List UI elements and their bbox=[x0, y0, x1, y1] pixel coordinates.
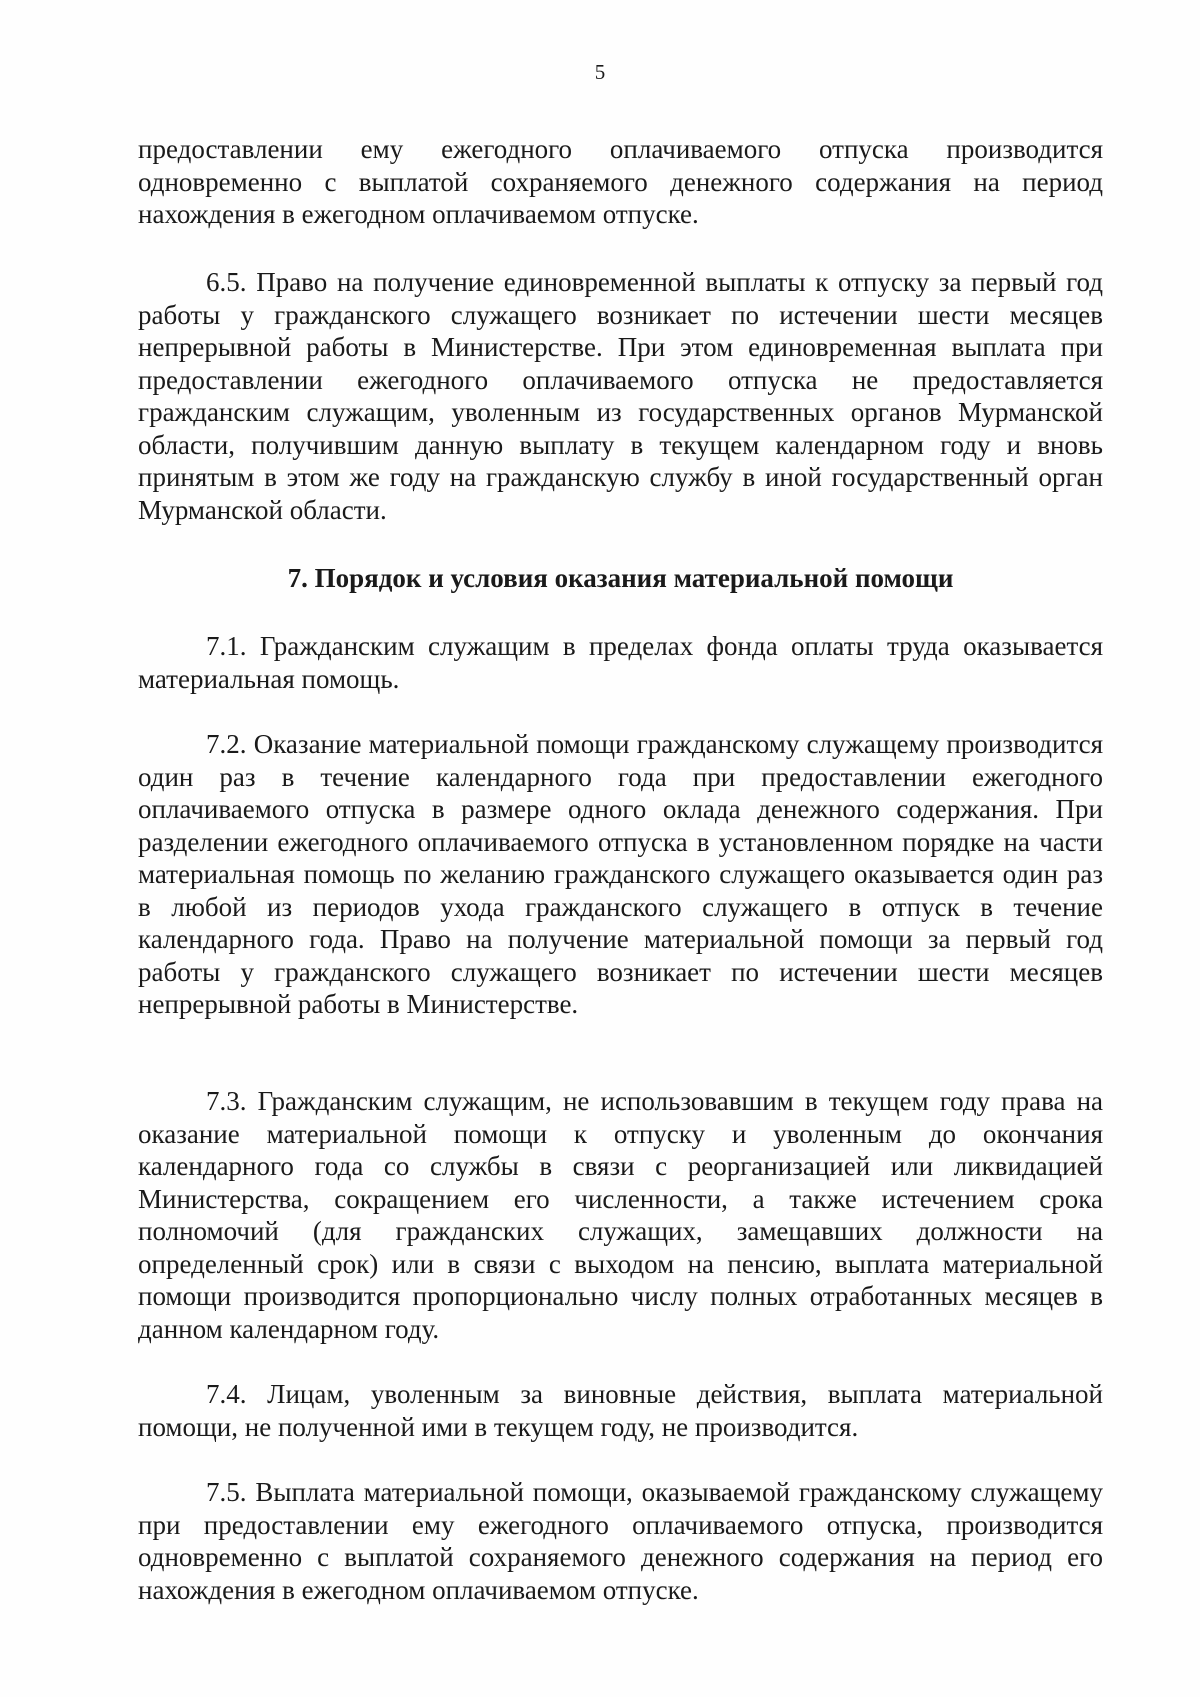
continuation-paragraph: предоставлении ему ежегодного оплачиваемого отпуска производится одновременно с выплатой сохраняемого денежного содержания на период нахождения в ежегодном оплачиваемом отпуске. bbox=[138, 134, 1103, 229]
paragraph-7-1: 7.1. Гражданским служащим в пределах фонда оплаты труда оказывается материальная помощь. bbox=[138, 631, 1103, 694]
paragraph-7-5: 7.5. Выплата материальной помощи, оказываемой гражданскому служащему при предоставлении ему ежегодного оплачиваемого отпуска, производится одновременно с выплатой сохраняемого денежного содержания на период его нахождения в ежегодном оплачиваемом отпуске. bbox=[138, 1477, 1103, 1605]
page-number: 5 bbox=[594, 60, 606, 84]
paragraph-7-2: 7.2. Оказание материальной помощи гражданскому служащему производится один раз в течение календарного года при предоставлении ежегодного оплачиваемого отпуска в размере одного оклада денежного содержания. При разделении ежегодного оплачиваемого отпуска в установленном порядке на части материальная помощь по желанию гражданского служащего оказывается один раз в любой из периодов ухода гражданского служащего в отпуск в течение календарного года. Право на получение материальной помощи за первый год работы у гражданского служащего возникает по истечении шести месяцев непрерывной работы в Министерстве. bbox=[138, 729, 1103, 1019]
section-7-title: 7. Порядок и условия оказания материальной помощи bbox=[287, 563, 954, 593]
paragraph-6-5: 6.5. Право на получение единовременной выплаты к отпуску за первый год работы у гражданского служащего возникает по истечении шести месяцев непрерывной работы в Министерстве. При этом единовременная выплата при предоставлении ежегодного оплачиваемого отпуска не предоставляется гражданским служащим, уволенным из государственных органов Мурманской области, получившим данную выплату в текущем календарном году и вновь принятым в этом же году на гражданскую службу в иной государственный орган Мурманской области. bbox=[138, 267, 1103, 525]
paragraph-7-3: 7.3. Гражданским служащим, не использовавшим в текущем году права на оказание материальной помощи к отпуску и уволенным до окончания календарного года со службы в связи с реорганизацией или ликвидацией Министерства, сокращением его численности, а также истечением срока полномочий (для гражданских служащих, замещавших должности на определенный срок) или в связи с выходом на пенсию, выплата материальной помощи производится пропорционально числу полных отработанных месяцев в данном календарном году. bbox=[138, 1086, 1103, 1344]
paragraph-7-4: 7.4. Лицам, уволенным за виновные действия, выплата материальной помощи, не полученной ими в текущем году, не производится. bbox=[138, 1379, 1103, 1442]
